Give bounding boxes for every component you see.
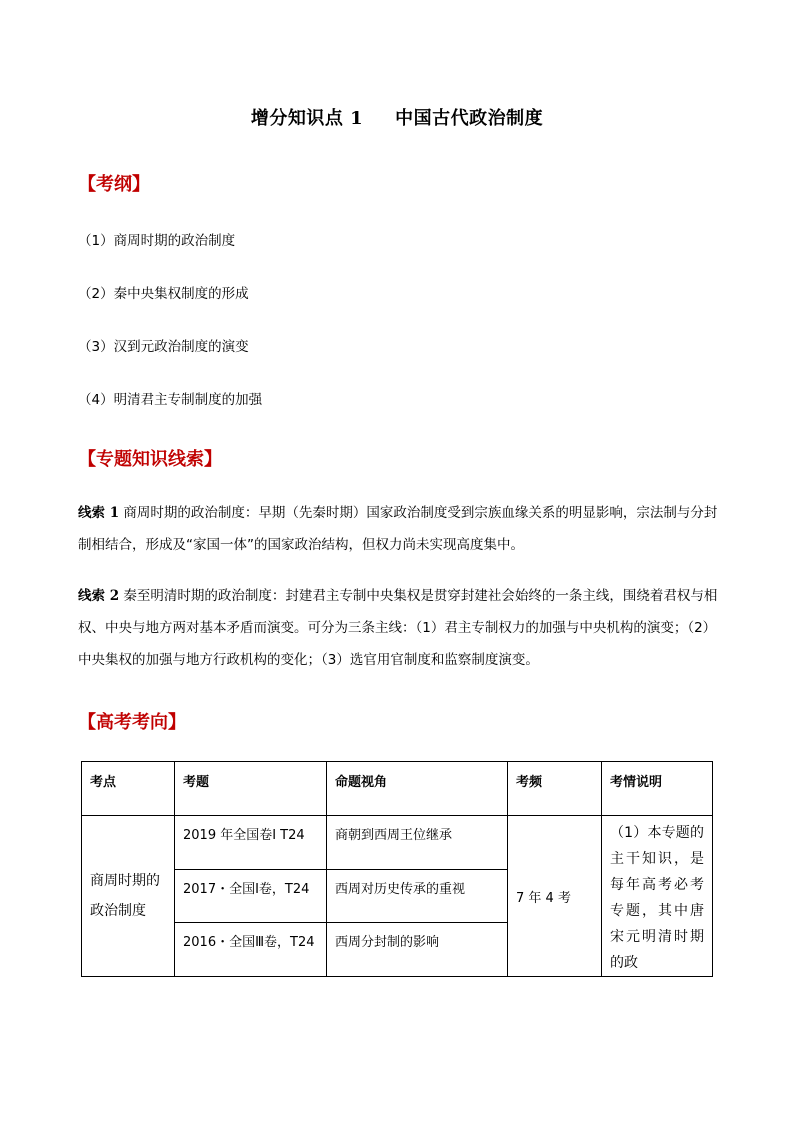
title-part-2: 中国古代政治制度 <box>395 108 544 129</box>
outline-item-4: （4）明清君主专制制度的加强 <box>78 392 263 408</box>
outline-item-2: （2）秦中央集权制度的形成 <box>78 286 249 302</box>
header-frequency: 考频 <box>508 762 602 816</box>
exam-cell-3: 2016・全国Ⅲ卷，T24 <box>175 923 327 977</box>
clue-paragraph-1 <box>78 497 728 561</box>
frequency-cell: 7 年 4 考 <box>508 816 602 977</box>
table-row <box>82 816 713 870</box>
clue-1-text: 商周时期的政治制度：早期（先秦时期）国家政治制度受到宗族血缘关系的明显影响，宗法制与分封制相结合，形成及“家国一体”的国家政治结构，但权力尚未实现高度集中。 <box>78 505 718 553</box>
header-angle: 命题视角 <box>327 762 508 816</box>
exam-trend-table <box>81 761 713 977</box>
clue-paragraph-2 <box>78 580 728 676</box>
header-description: 考情说明 <box>602 762 713 816</box>
trend-heading: 【高考考向】 <box>78 712 186 733</box>
header-topic: 考点 <box>82 762 175 816</box>
exam-cell-1: 2019 年全国卷Ⅰ T24 <box>175 816 327 870</box>
angle-cell-2: 西周对历史传承的重视 <box>327 869 508 923</box>
title-part-1: 增分知识点 1 <box>250 108 364 129</box>
clue-1-lead: 线索 1 <box>78 505 120 521</box>
clue-2-text: 秦至明清时期的政治制度：封建君主专制中央集权是贯穿封建社会始终的一条主线，围绕着君权与相权、中央与地方两对基本矛盾而演变。可分为三条主线：（1）君主专制权力的加强与中央机构的演变；（2）中央集权的加强与地方行政机构的变化；（3）选官用官制度和监察制度演变。 <box>78 588 718 668</box>
table-header-row <box>82 762 713 816</box>
outline-item-1: （1）商周时期的政治制度 <box>78 233 236 249</box>
topic-cell: 商周时期的政治制度 <box>82 816 175 977</box>
angle-cell-3: 西周分封制的影响 <box>327 923 508 977</box>
description-cell: （1）本专题的主干知识，是每年高考必考专题，其中唐宋元明清时期的政 <box>602 816 713 977</box>
outline-heading: 【考纲】 <box>78 174 150 195</box>
angle-cell-1: 商朝到西周王位继承 <box>327 816 508 870</box>
outline-item-3: （3）汉到元政治制度的演变 <box>78 339 249 355</box>
header-exam: 考题 <box>175 762 327 816</box>
clue-2-lead: 线索 2 <box>78 588 120 604</box>
clues-heading: 【专题知识线索】 <box>78 449 222 470</box>
page-title <box>0 104 794 130</box>
exam-cell-2: 2017・全国Ⅰ卷，T24 <box>175 869 327 923</box>
